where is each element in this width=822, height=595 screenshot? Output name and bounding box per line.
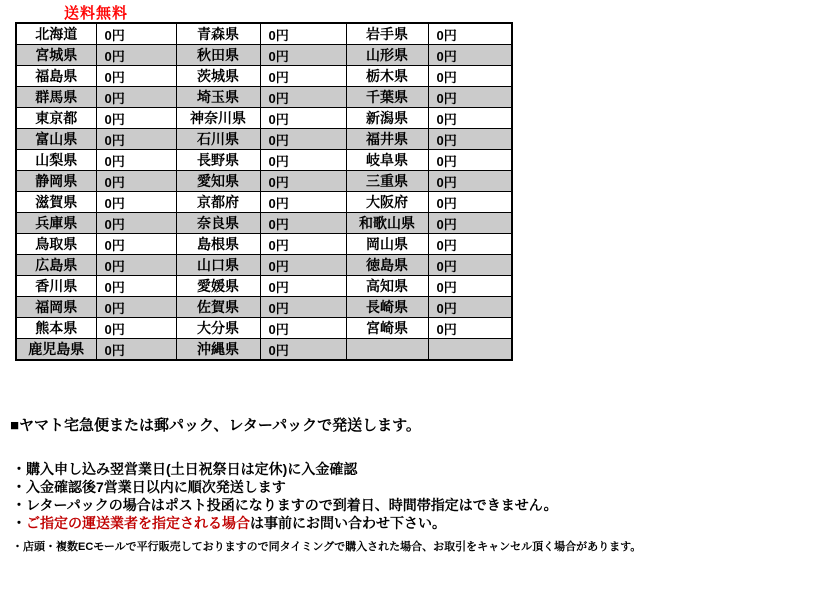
prefecture-cell: 埼玉県 [176,87,260,108]
note-red-text: ご指定の運送業者を指定される場合 [26,515,250,531]
shipping-fee-table [15,22,513,361]
prefecture-cell: 長野県 [176,150,260,171]
table-row [16,213,512,234]
prefecture-cell: 愛媛県 [176,276,260,297]
fee-cell: 0円 [260,297,346,318]
prefecture-cell: 富山県 [16,129,96,150]
fee-cell: 0円 [96,234,176,255]
prefecture-cell: 鳥取県 [16,234,96,255]
fee-cell: 0円 [428,318,512,339]
fee-cell: 0円 [428,192,512,213]
fee-cell: 0円 [96,213,176,234]
table-row [16,23,512,45]
prefecture-cell: 山梨県 [16,150,96,171]
fee-cell: 0円 [428,276,512,297]
small-note-text: 店頭・複数ECモールで平行販売しておりますので同タイミングで購入された場合、お取引をキャンセル頂く場合があります。 [23,541,642,553]
fee-cell: 0円 [260,339,346,361]
prefecture-cell: 香川県 [16,276,96,297]
prefecture-cell: 福岡県 [16,297,96,318]
prefecture-cell: 長崎県 [346,297,428,318]
prefecture-cell: 栃木県 [346,66,428,87]
prefecture-cell: 京都府 [176,192,260,213]
prefecture-cell: 山口県 [176,255,260,276]
prefecture-cell: 広島県 [16,255,96,276]
prefecture-cell: 青森県 [176,23,260,45]
fee-cell: 0円 [428,297,512,318]
prefecture-cell: 奈良県 [176,213,260,234]
table-row [16,318,512,339]
table-row [16,192,512,213]
bullet-marker: ・ [12,461,26,477]
free-shipping-label: 送料無料 [64,5,129,22]
prefecture-cell: 島根県 [176,234,260,255]
prefecture-cell: 石川県 [176,129,260,150]
prefecture-cell: 千葉県 [346,87,428,108]
fee-cell: 0円 [428,66,512,87]
bullet-marker: ・ [12,515,26,531]
fee-cell: 0円 [260,213,346,234]
fee-cell: 0円 [96,87,176,108]
prefecture-cell: 福島県 [16,66,96,87]
fee-cell: 0円 [260,23,346,45]
fee-cell: 0円 [260,192,346,213]
table-row [16,297,512,318]
note-line [12,460,770,478]
table-row [16,108,512,129]
table-row [16,339,512,361]
prefecture-cell: 静岡県 [16,171,96,192]
note-line [12,478,770,496]
fee-cell: 0円 [428,45,512,66]
prefecture-cell: 岐阜県 [346,150,428,171]
prefecture-cell: 三重県 [346,171,428,192]
fee-cell: 0円 [96,255,176,276]
fee-cell: 0円 [96,297,176,318]
fee-cell: 0円 [260,87,346,108]
note-line [12,496,770,514]
fee-cell: 0円 [96,129,176,150]
shipping-notes-section [10,417,770,554]
note-text: 入金確認後7営業日以内に順次発送します [26,479,286,495]
fee-cell: 0円 [428,129,512,150]
prefecture-cell: 佐賀県 [176,297,260,318]
table-row [16,171,512,192]
shipping-method-heading: ■ヤマト宅急便または郵パック、レターパックで発送します。 [10,417,421,434]
fee-cell: 0円 [428,108,512,129]
fee-cell: 0円 [428,171,512,192]
note-text: レターパックの場合はポスト投函になりますので到着日、時間帯指定はできません。 [26,497,558,513]
fee-cell: 0円 [428,150,512,171]
prefecture-cell: 岩手県 [346,23,428,45]
table-row [16,45,512,66]
prefecture-cell: 群馬県 [16,87,96,108]
prefecture-cell: 大阪府 [346,192,428,213]
fee-cell: 0円 [96,192,176,213]
shipping-fee-table-body [16,23,512,360]
fee-cell: 0円 [260,318,346,339]
fee-cell: 0円 [260,276,346,297]
bullet-marker: ・ [12,541,23,553]
fee-cell: 0円 [428,87,512,108]
bullet-marker: ・ [12,497,26,513]
prefecture-cell: 秋田県 [176,45,260,66]
fee-cell [428,339,512,361]
table-row [16,234,512,255]
prefecture-cell: 山形県 [346,45,428,66]
fee-cell: 0円 [428,234,512,255]
fee-cell: 0円 [260,66,346,87]
prefecture-cell: 鹿児島県 [16,339,96,361]
prefecture-cell: 福井県 [346,129,428,150]
table-row [16,255,512,276]
fee-cell: 0円 [260,45,346,66]
prefecture-cell: 岡山県 [346,234,428,255]
fee-cell: 0円 [96,276,176,297]
note-text: 購入申し込み翌営業日(土日祝祭日は定休)に入金確認 [26,461,358,477]
table-row [16,87,512,108]
fee-cell: 0円 [96,45,176,66]
prefecture-cell: 北海道 [16,23,96,45]
fee-cell: 0円 [96,318,176,339]
small-note-line [12,541,770,554]
prefecture-cell: 宮崎県 [346,318,428,339]
table-row [16,66,512,87]
bullet-marker: ・ [12,479,26,495]
table-row [16,129,512,150]
prefecture-cell: 愛知県 [176,171,260,192]
fee-cell: 0円 [260,129,346,150]
notes-list [12,460,770,532]
prefecture-cell: 東京都 [16,108,96,129]
fee-cell: 0円 [260,108,346,129]
fee-cell: 0円 [96,108,176,129]
prefecture-cell: 神奈川県 [176,108,260,129]
prefecture-cell: 茨城県 [176,66,260,87]
table-row [16,150,512,171]
fee-cell: 0円 [96,171,176,192]
prefecture-cell [346,339,428,361]
prefecture-cell: 兵庫県 [16,213,96,234]
prefecture-cell: 大分県 [176,318,260,339]
fee-cell: 0円 [260,171,346,192]
fee-cell: 0円 [96,66,176,87]
note-text: は事前にお問い合わせ下さい。 [250,515,446,531]
fee-cell: 0円 [260,234,346,255]
fee-cell: 0円 [428,23,512,45]
fee-cell: 0円 [96,150,176,171]
prefecture-cell: 沖縄県 [176,339,260,361]
fee-cell: 0円 [260,255,346,276]
prefecture-cell: 和歌山県 [346,213,428,234]
fee-cell: 0円 [96,339,176,361]
fee-cell: 0円 [428,213,512,234]
fee-cell: 0円 [428,255,512,276]
fee-cell: 0円 [260,150,346,171]
note-line [12,514,770,532]
fee-cell: 0円 [96,23,176,45]
prefecture-cell: 新潟県 [346,108,428,129]
table-row [16,276,512,297]
prefecture-cell: 高知県 [346,276,428,297]
prefecture-cell: 滋賀県 [16,192,96,213]
prefecture-cell: 宮城県 [16,45,96,66]
prefecture-cell: 徳島県 [346,255,428,276]
prefecture-cell: 熊本県 [16,318,96,339]
